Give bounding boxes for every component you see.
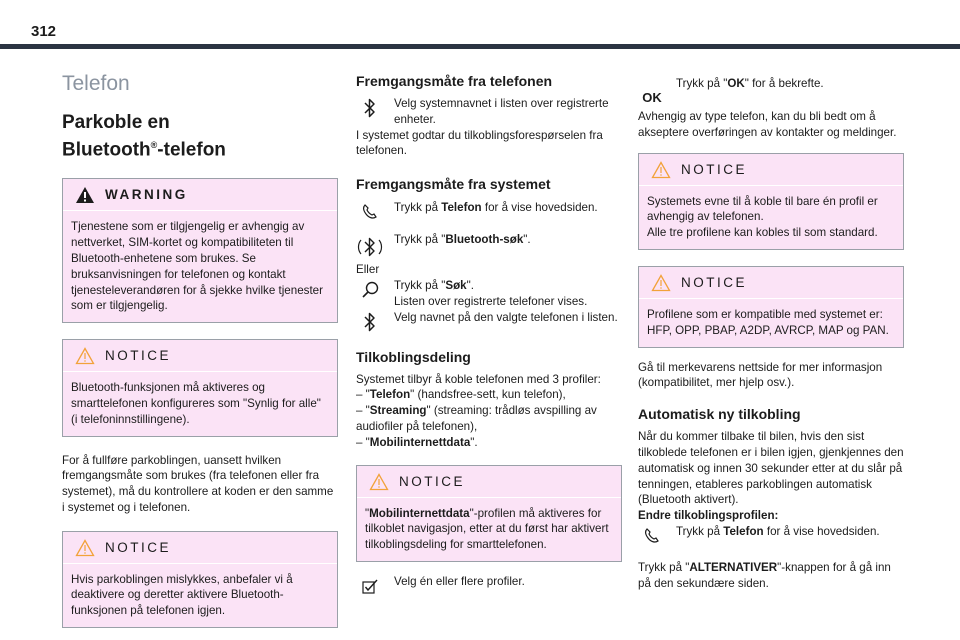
list-item: – "Telefon" (handsfree-sett, kun telefon), [356,388,566,402]
step-row: Velg systemnavnet i listen over registrerte enheter. [356,96,622,128]
notice-text: Hvis parkoblingen mislykkes, anbefaler vi å deaktivere og deretter aktivere Bluetooth-funksjonen på telefonen igjen. [71,572,293,618]
notice-text: Profilene som er kompatible med systemet er: HFP, OPP, PBAP, A2DP, AVRCP, MAP og PAN. [647,307,889,337]
phone-icon [643,527,661,545]
warning-icon [75,186,95,204]
warning-box [62,178,338,323]
step-row: OK Trykk på "OK" for å bekrefte. [642,77,824,106]
notice-title: NOTICE [681,161,748,177]
header-bar [0,44,960,49]
section-title: Telefon [62,72,130,95]
heading-from-phone: Fremgangsmåte fra telefonen [356,73,553,89]
warning-title: WARNING [105,187,188,203]
notice-box [638,266,904,348]
phone-paragraph: I systemet godtar du tilkoblingsforespørselen fra telefonen. [356,128,603,158]
phone-icon [361,203,379,221]
main-heading: Parkoble en Bluetooth®-telefon [62,112,226,161]
step-row: Velg én eller flere profiler. [356,574,622,598]
column-1 [62,62,338,628]
notice-text: "Mobilinternettdata"-profilen må aktiveres for tilkoblet navigasjon, etter at du først har aktivert tilkoblingsdeling for smarttelefonen. [365,506,609,552]
notice-text: Bluetooth-funksjonen må aktiveres og smarttelefonen konfigureres som "Synlig for alle" (i telefoninnstillingene). [71,381,321,426]
notice-icon [75,539,95,557]
notice-box [638,153,904,250]
heading-from-system: Fremgangsmåte fra systemet [356,176,551,193]
checkbox-edit-icon [361,577,379,595]
notice-icon [651,161,671,179]
step-row: Trykk på "Bluetooth-søk". [356,232,622,262]
bluetooth-icon [363,97,377,119]
column-3: OK Trykk på "OK" for å bekrefte. Avhengig av type telefon, kan du bli bedt om å akseptere overføringen av kontakter og meldinger. NOTICE Systemets evne til å koble til bare én profil er avhengig av telefonen. Alle tre profilene kan kobles til som standard. NOTICE Profilene som er kompatible med systemet er: HFP, OPP, PBAP, A2DP, AVRCP, MAP og PAN. Gå til merkevarens nettside for mer informasjon (kompatibilitet, mer hjelp osv.). Automatisk ny tilkobling Når du kommer tilbake til bilen, hvis den sist tilkoblede telefonen er i bilen igjen, gjenkjennes den automatisk og innen 30 sekunder etter at du slår på tenningen, etableres parkoblingen automatisk (Bluetooth aktivert). Endre tilkoblingsprofilen: Trykk på Telefon for å vise hovedsiden. Trykk på "ALTERNATIVER"-knappen for å gå inn på den sekundære siden. [638,77,904,590]
notice-title: NOTICE [105,539,172,555]
change-profile-title: Endre tilkoblingsprofilen: [638,509,779,523]
heading-auto-reconnect: Automatisk ny tilkobling [638,406,801,423]
step-row: Trykk på Telefon for å vise hovedsiden. [638,524,904,548]
list-item: – "Mobilinternettdata". [356,435,478,449]
pairing-paragraph: For å fullføre parkoblingen, uansett hvilken fremgangsmåte som brukes (fra telefonen eller fra systemet), må du kontrollere at koden er den samme i systemet og i telefonen. [62,453,334,514]
notice-title: NOTICE [681,275,748,291]
bluetooth-search-icon [356,233,384,261]
notice-icon [369,473,389,491]
notice-title: NOTICE [399,473,466,489]
notice-box [62,339,338,436]
column-2: Fremgangsmåte fra telefonen Velg systemnavnet i listen over registrerte enheter. I systemet godtar du tilkoblingsforespørselen fra telefonen. Fremgangsmåte fra systemet Trykk på Telefon for å vise hovedsiden. Trykk på "Bluetooth-søk". Eller Trykk på "Søk". Listen over registrerte telefoner vises. Velg navnet på den valgte telefonen i listen. Tilkoblingsdeling Systemet tilbyr å koble telefonen med 3 profiler: – "Telefon" (handsfree-sett, kun telefon), – "Streaming" (streaming: trådløs avspilling av audiofiler på telefonen), – "Mobilinternettdata". NOTICE "Mobilinternettdata"-profilen må aktiveres for tilkoblet navigasjon, etter at du først har aktivert tilkoblingsdeling for smarttelefonen. Velg én eller flere profiler. [356,72,622,598]
notice-title: NOTICE [105,348,172,364]
bluetooth-icon [363,311,377,333]
list-item: – "Streaming" (streaming: trådløs avspilling av audiofiler på telefonen), [356,404,597,433]
step-row: Velg navnet på den valgte telefonen i listen. [356,310,622,334]
warning-text: Tjenestene som er tilgjengelig er avhengig av nettverket, SIM-kortet og kompatibiliteten til Bluetooth-enhetene som brukes. Se bruksanvisningen for telefonen og kontakt tjenesteleverandøren for å sjekke hvilke tjenester som er tilgjengelig. [71,220,323,313]
notice-text: Systemets evne til å koble til bare én profil er avhengig av telefonen. [647,194,878,224]
notice-text: Alle tre profilene kan kobles til som standard. [647,226,878,240]
or-label: Eller [356,263,380,277]
heading-sharing: Tilkoblingsdeling [356,348,471,365]
notice-box [356,465,622,562]
ok-icon: OK [642,90,662,106]
notice-box [62,531,338,628]
step-row: Trykk på "Søk". Listen over registrerte telefoner vises. [356,278,622,310]
notice-icon [75,347,95,365]
search-icon [360,280,380,300]
notice-icon [651,274,671,292]
page-number: 312 [31,23,57,40]
step-row: Trykk på Telefon for å vise hovedsiden. [356,200,622,224]
